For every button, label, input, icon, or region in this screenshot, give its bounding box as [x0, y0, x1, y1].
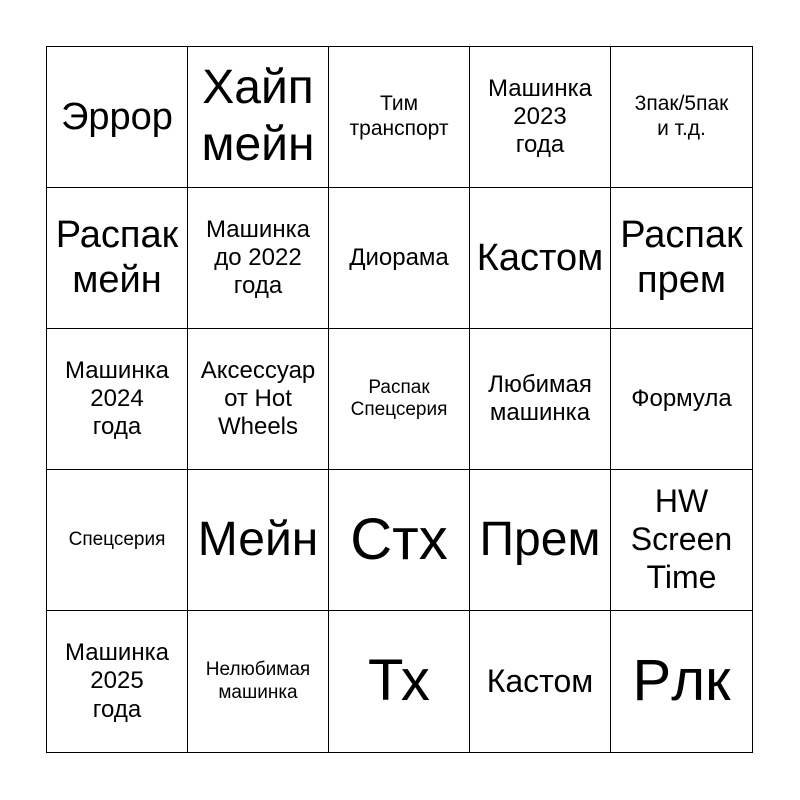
- bingo-cell[interactable]: [329, 188, 470, 329]
- bingo-cell-label: Распак прем: [620, 214, 743, 301]
- bingo-cell-label: Аксессуар от Hot Wheels: [200, 356, 316, 441]
- bingo-cell[interactable]: [611, 47, 752, 188]
- bingo-cell[interactable]: [188, 611, 329, 752]
- bingo-cell-label: Рлк: [632, 648, 731, 714]
- bingo-cell-label: Тим транспорт: [349, 92, 449, 140]
- bingo-cell[interactable]: [329, 329, 470, 470]
- bingo-cell-label: Кастом: [486, 662, 594, 699]
- bingo-cell-label: HW Screen Time: [630, 483, 733, 595]
- bingo-cell-label: Эррор: [61, 95, 173, 138]
- bingo-cell[interactable]: [47, 611, 188, 752]
- bingo-cell-label: Кастом: [476, 236, 604, 279]
- bingo-cell[interactable]: [47, 188, 188, 329]
- bingo-cell[interactable]: [611, 470, 752, 611]
- bingo-cell[interactable]: [188, 329, 329, 470]
- bingo-cell[interactable]: [188, 188, 329, 329]
- bingo-cell-label: Формула: [631, 384, 732, 412]
- bingo-cell-label: Тх: [368, 648, 430, 714]
- bingo-cell-label: Нелюбимая машинка: [205, 659, 311, 703]
- bingo-cell-label: Любимая машинка: [488, 370, 592, 426]
- bingo-board: [46, 46, 753, 753]
- bingo-cell-label: Диорама: [349, 243, 449, 271]
- bingo-cell[interactable]: [47, 329, 188, 470]
- bingo-cell-label: Машинка 2023 года: [488, 74, 592, 159]
- bingo-cell[interactable]: [470, 329, 611, 470]
- bingo-cell-label: Машинка 2024 года: [65, 356, 169, 441]
- bingo-cell-label: Машинка 2025 года: [65, 639, 169, 723]
- bingo-cell-label: Стх: [350, 506, 448, 572]
- bingo-cell-label: Мейн: [197, 512, 319, 566]
- bingo-cell-label: Прем: [479, 512, 601, 566]
- bingo-cell[interactable]: [329, 611, 470, 752]
- bingo-cell[interactable]: [470, 470, 611, 611]
- bingo-cell-label: Распак мейн: [55, 214, 179, 301]
- bingo-cell[interactable]: [188, 470, 329, 611]
- bingo-cell[interactable]: [470, 188, 611, 329]
- bingo-cell[interactable]: [470, 611, 611, 752]
- bingo-cell-label: Машинка до 2022 года: [206, 215, 310, 300]
- bingo-cell[interactable]: [47, 47, 188, 188]
- bingo-cell[interactable]: [329, 47, 470, 188]
- bingo-cell-label: Распак Спецсерия: [350, 376, 448, 420]
- bingo-cell[interactable]: [470, 47, 611, 188]
- bingo-cell-label: Хайп мейн: [201, 61, 315, 171]
- bingo-cell-label: Спецсерия: [68, 528, 166, 550]
- bingo-cell[interactable]: [611, 611, 752, 752]
- bingo-cell[interactable]: [47, 470, 188, 611]
- bingo-cell[interactable]: [611, 329, 752, 470]
- bingo-cell[interactable]: [329, 470, 470, 611]
- bingo-cell[interactable]: [611, 188, 752, 329]
- bingo-cell-label: 3пак/5пак и т.д.: [634, 92, 729, 140]
- bingo-cell[interactable]: [188, 47, 329, 188]
